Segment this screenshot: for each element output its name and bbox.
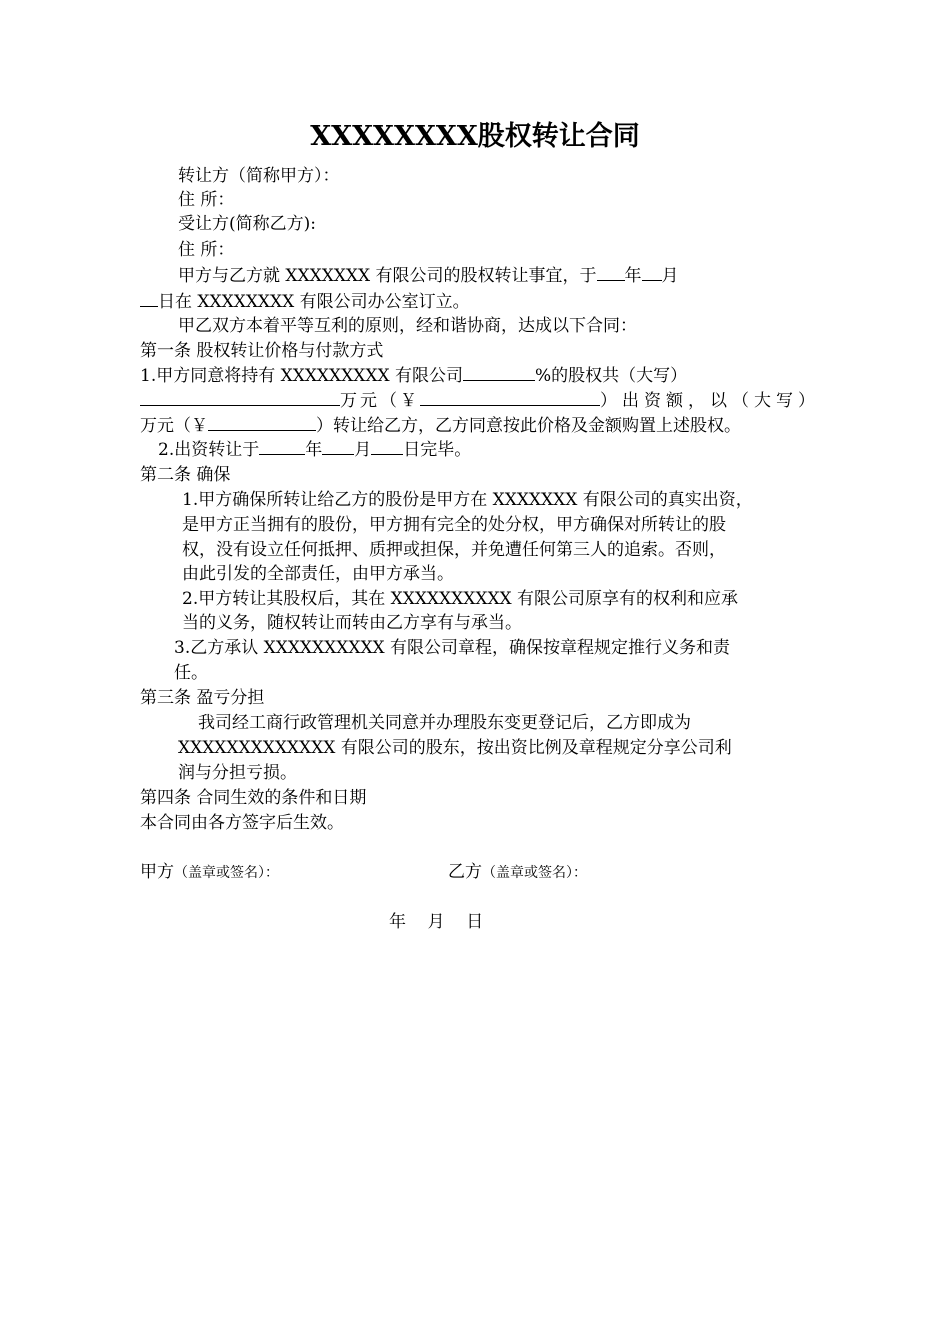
- transferee-address-label: 住 所：: [178, 240, 235, 260]
- article2-p1-line2: 是甲方正当拥有的股份，甲方拥有完全的处分权，甲方确保对所转让的股: [182, 515, 726, 535]
- party-a-signature: [140, 860, 279, 885]
- party-b-label: 乙方: [448, 862, 482, 882]
- share-percent-blank: [463, 363, 535, 381]
- transferee-label: 受让方(简称乙方):: [178, 214, 316, 234]
- article1-line4: [158, 437, 471, 462]
- year-label: 年: [624, 266, 642, 286]
- article1-text: 1.甲方同意将持有 XXXXXXXXX 有限公司: [140, 366, 463, 386]
- intro-text: 甲方与乙方就 XXXXXXX 有限公司的股权转让事宜，于: [178, 266, 597, 286]
- capital-words-blank: [140, 388, 340, 406]
- intro-paragraph-line2: [140, 289, 470, 314]
- article1-line1: [140, 363, 687, 388]
- intro-paragraph-line1: [178, 263, 679, 288]
- article2-p3-line2: 任。: [174, 663, 208, 683]
- article1-line2: [140, 388, 820, 413]
- article1-text: 万元（￥: [140, 416, 208, 436]
- article3-heading: 第三条 盈亏分担: [140, 688, 265, 708]
- article2-p1-line4: 由此引发的全部责任，由甲方承当。: [182, 564, 454, 584]
- transferor-address-label: 住 所：: [178, 190, 235, 210]
- capital-amount-blank: [420, 388, 600, 406]
- signature-date: 年 月 日: [389, 912, 484, 932]
- article1-text: 年: [305, 440, 323, 460]
- article4-heading: 第四条 合同生效的条件和日期: [140, 788, 367, 808]
- article1-text: %的股权共（大写）: [534, 366, 688, 386]
- article3-line2: XXXXXXXXXXXXX 有限公司的股东，按出资比例及章程规定分享公司利: [178, 738, 732, 758]
- article1-text: ）转让给乙方，乙方同意按此价格及金额购置上述股权。: [316, 416, 741, 436]
- completion-month-blank: [322, 437, 354, 455]
- article1-text: 日完毕。: [403, 440, 472, 460]
- article2-p3-line1: 3.乙方承认 XXXXXXXXXX 有限公司章程，确保按章程规定推行义务和责: [174, 638, 731, 658]
- article1-text: 月: [354, 440, 372, 460]
- article2-p2-line1: 2.甲方转让其股权后，其在 XXXXXXXXXX 有限公司原享有的权利和应承: [182, 589, 739, 609]
- article2-p1-line3: 权，没有设立任何抵押、质押或担保，并免遭任何第三人的追索。否则，: [182, 540, 726, 560]
- transferor-label: 转让方（简称甲方）：: [178, 166, 340, 186]
- article3-line3: 润与分担亏损。: [178, 763, 297, 783]
- completion-year-blank: [259, 437, 305, 455]
- month-blank: [642, 263, 662, 281]
- article1-text: ）出资额，以（大写）: [600, 391, 820, 411]
- article3-line1: 我司经工商行政管理机关同意并办理股东变更登记后，乙方即成为: [198, 713, 691, 733]
- day-blank: [140, 289, 158, 307]
- completion-day-blank: [371, 437, 403, 455]
- article1-text: 万元（￥: [340, 391, 420, 411]
- party-a-note: （盖章或签名）：: [174, 865, 279, 881]
- article1-line3: [140, 413, 741, 438]
- article2-p2-line2: 当的义务，随权转让而转由乙方享有与承当。: [182, 613, 522, 633]
- price-amount-blank: [208, 413, 316, 431]
- party-b-signature: [448, 860, 587, 885]
- article1-text: 2.出资转让于: [158, 440, 260, 460]
- article2-heading: 第二条 确保: [140, 465, 231, 485]
- party-b-note: （盖章或签名）：: [482, 865, 587, 881]
- article2-p1-line1: 1.甲方确保所转让给乙方的股份是甲方在 XXXXXXX 有限公司的真实出资，: [182, 490, 753, 510]
- document-title: XXXXXXXX股权转让合同: [310, 121, 640, 152]
- article4-text: 本合同由各方签字后生效。: [140, 813, 344, 833]
- intro-text-2: 日在 XXXXXXXX 有限公司办公室订立。: [158, 292, 470, 312]
- party-a-label: 甲方: [140, 862, 174, 882]
- intro-paragraph-2: 甲乙双方本着平等互利的原则，经和谐协商，达成以下合同：: [178, 316, 637, 336]
- year-blank: [597, 263, 625, 281]
- month-label: 月: [661, 266, 679, 286]
- article1-heading: 第一条 股权转让价格与付款方式: [140, 341, 384, 361]
